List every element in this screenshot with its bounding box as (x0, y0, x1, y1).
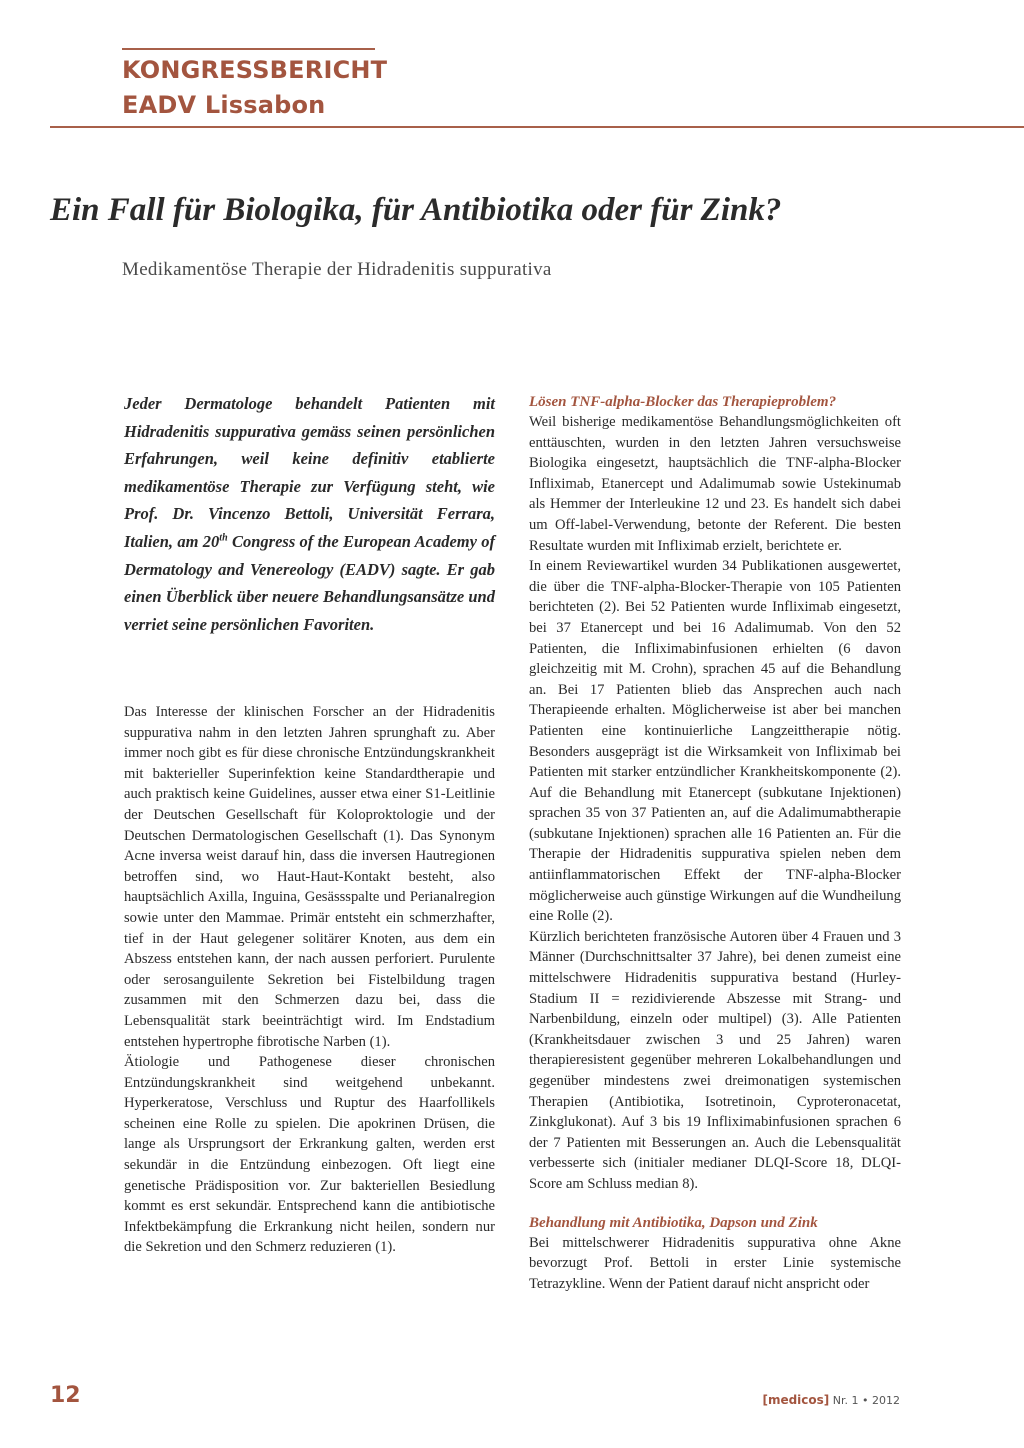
header-rule-long (50, 126, 1024, 128)
body-paragraph: Weil bisherige medikamentöse Behandlungsmöglichkeiten oft enttäuschten, wurden in den letzten Jahren versuchsweise Biologika eingesetzt, hauptsächlich die TNF-alpha-Blocker Infliximab, Etanercept und Adalimumab sowie Ustekinumab als Hemmer der Interleukine 12 und 23. Es handelt sich dabei um Off-label-Verwendung, betonte der Referent. Die besten Resultate wurden mit Infliximab erzielt, berichtete er. (529, 414, 901, 554)
event-label: EADV Lissabon (122, 91, 326, 119)
body-paragraph: Ätiologie und Pathogenese dieser chronischen Entzündungskrankheit sind weitgehend unbekannt. Hyperkeratose, Verschluss und Ruptur des Haarfollikels scheinen eine Rolle zu spielen. Die apokrinen Drüsen, die lange als Ursprungsort der Erkrankung galten, werden erst sekundär in die Entzündung einbezogen. Oft liegt eine genetische Prädisposition vor. Zur bakteriellen Besiedlung kommt es erst sekundär. Entsprechend kann die antibiotische Infektbekämpfung die Erkrankung nicht heilen, sondern nur die Sekretion und den Schmerz reduzieren (1). (124, 1054, 495, 1256)
page-number: 12 (50, 1383, 81, 1408)
lead-text-2: Congress of the European Academy of Dermatology and Venereology (EADV) sagte. Er gab einen Überblick über neuere Behandlungsansätze und verriet seine persönlichen Favoriten. (124, 531, 495, 634)
lead-superscript: th (219, 532, 228, 544)
body-paragraph: Kürzlich berichteten französische Autoren über 4 Frauen und 3 Männer (Durchschnittsalter 37 Jahre), bei denen zumeist eine mittelschwere Hidradenitis suppurativa bestand (Hurley-Stadium II = rezidivierende Abszesse mit Strang- und Narbenbildung, einzeln oder multipel) (3). Alle Patienten (Krankheitsdauer zwischen 3 und 25 Jahren) waren therapieresistent gegenüber mehreren Lokalbehandlungen und gegenüber mindestens zwei dreimonatigen systemischen Therapien (Antibiotika, Isotretinoin, Cyproteronacetat, Zinkglukonat). Auf 3 bis 19 Infliximabinfusionen sprachen 6 der 7 Patienten mit Besserungen an. Auch die Lebensqualität verbesserte sich (initialer medianer DLQI-Score 18, DLQI-Score am Schluss median 8). (529, 928, 901, 1192)
header-rule-short (122, 48, 375, 50)
article-subtitle: Medikamentöse Therapie der Hidradenitis suppurativa (122, 259, 552, 280)
subheading-tnf: Lösen TNF-alpha-Blocker das Therapieproblem? (529, 394, 837, 410)
section-label: KONGRESSBERICHT (122, 56, 388, 84)
article-title: Ein Fall für Biologika, für Antibiotika oder für Zink? (50, 192, 782, 228)
body-column-right (529, 392, 901, 1294)
publication-brand: [medicos] (762, 1393, 830, 1407)
lead-paragraph (124, 390, 495, 638)
issue-number: Nr. 1 • 2012 (832, 1394, 900, 1407)
body-paragraph: Das Interesse der klinischen Forscher an der Hidradenitis suppurativa nahm in den letzten Jahren sprunghaft zu. Aber immer noch gibt es für diese chronische Entzündungskrankheit mit bakterieller Superinfektion keine Standardtherapie und auch praktisch keine Guidelines, ausser etwa einer S1-Leitlinie der Deutschen Gesellschaft für Koloproktologie und der Deutschen Dermatologischen Gesellschaft (1). Das Synonym Acne inversa weist darauf hin, dass die inversen Hautregionen betroffen sind, wo Haut-Haut-Kontakt besteht, also hauptsächlich Axilla, Inguina, Gesässspalte und Perianalregion sowie unter den Mammae. Primär entsteht ein schmerzhafter, tief in der Haut gelegener solitärer Knoten, aus dem ein Abszess entstehen kann, der nach aussen perforiert. Purulente oder serosanguilente Sekretion bei Fistelbildung tragen zusammen mit den Schmerzen dazu bei, dass die Lebensqualität stark beeinträchtigt wird. Im Endstadium entstehen hypertrophe fibrotische Narben (1). (124, 704, 495, 1050)
body-paragraph: Bei mittelschwerer Hidradenitis suppurativa ohne Akne bevorzugt Prof. Bettoli in erster Linie systemische Tetrazykline. Wenn der Patient darauf nicht anspricht oder (529, 1234, 901, 1292)
body-column-left (124, 702, 495, 1258)
lead-text-1: Jeder Dermatologe behandelt Patienten mit Hidradenitis suppurativa gemäss seinen persönlichen Erfahrungen, weil keine definitiv etablierte medikamentöse Therapie zur Verfügung steht, wie Prof. Dr. Vincenzo Bettoli, Universität Ferrara, Italien, am 20 (124, 394, 495, 551)
subheading-antibiotics: Behandlung mit Antibiotika, Dapson und Zink (529, 1214, 818, 1231)
footer-issue (760, 1393, 900, 1407)
body-paragraph: In einem Reviewartikel wurden 34 Publikationen ausgewertet, die über die TNF-alpha-Blocker-Therapie von 105 Patienten berichteten (2). Bei 52 Patienten wurde Infliximab eingesetzt, bei 37 Etanercept und bei 16 Adalimumab. Von den 52 Patienten, die Infliximabinfusionen erhielten (6 davon gleichzeitig mit M. Crohn), sprachen 45 auf die Behandlung an. Bei 17 Patienten blieb das Ansprechen auch nach Therapieende erhalten. Möglicherweise ist aber bei manchen Patienten eine kontinuierliche Langzeittherapie nötig. Besonders ausgeprägt ist die Wirksamkeit von Infliximab bei Patienten mit starker entzündlicher Krankheitskomponente (2). Auf die Behandlung mit Etanercept (subkutane Injektionen) sprachen 35 von 37 Patienten an, auf die Adalimumabtherapie (subkutane Injektionen) sprachen alle 16 Patienten an. Für die Therapie der Hidradenitis suppurativa spielen neben dem antiinflammatorischen Effekt der TNF-alpha-Blocker möglicherweise auch günstige Wirkungen auf die Wundheilung eine Rolle (2). (529, 558, 901, 925)
